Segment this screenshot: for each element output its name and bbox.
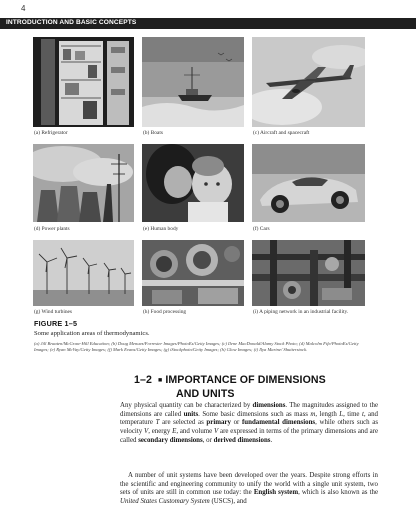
caption-refrigerator: (a) Refrigerator [34,130,68,136]
caption-wind-turbines: (g) Wind turbines [34,309,73,315]
section-title-line2: AND UNITS [176,387,235,400]
figure-description: Some application areas of thermodynamics. [34,330,150,337]
caption-piping-network: (i) A piping network in an industrial facility. [253,309,349,315]
page-header [0,0,416,30]
section-heading [134,374,404,400]
figure-label: FIGURE 1–5 [34,319,78,328]
page-number: 4 [21,4,26,13]
section-bullet-icon: ■ [157,377,163,384]
section-title-line1: IMPORTANCE OF DIMENSIONS [165,374,326,386]
photo-credits: (a) Jill Braaten/McGraw-Hill Education; (b) Doug Menuez/Forrester Images/PhotoEs/Getty Images; (c) Ilene MacDonald/Alamy Stock Photo; (d) Malcolm Fife/PhotoEs/Getty Images; (e) Ryan McVay/Getty Images; (f) Mark Evans/Getty Images; (g) iStockphoto/Getty Images; (h) Glow Images; (i) Ilya Marine/ Shutterstock. [34,341,359,353]
caption-food-processing: (h) Food processing [143,309,187,315]
photo-refrigerator [33,37,134,127]
caption-cars: (f) Cars [253,226,270,232]
photo-piping-network [252,240,365,306]
paragraph-dimensions: Any physical quantity can be characterized by dimensions. The magnitudes assigned to the dimensions are called units. Some basic dimensions such as mass m, length L, time t, and temperature T are selected as primary or fundamental dimensions, while others such as velocity V, energy E, and volume V are expressed in terms of the primary dimensions and are called secondary dimensions, or derived dimensions. [120,402,379,444]
caption-aircraft: (c) Aircraft and spacecraft [253,130,310,136]
photo-food-processing [142,240,244,306]
photo-human-body [142,144,244,222]
photo-cars [252,144,365,222]
paragraph-unit-systems: A number of unit systems have been developed over the years. Despite strong efforts in the scientific and engineering community to unify the world with a single unit system, two sets of units are still in common use today: the English system, which is also known as the United States Customary System (USCS), and [120,472,378,506]
chapter-title-bar [0,18,416,29]
caption-power-plants: (d) Power plants [34,226,70,232]
chapter-title: INTRODUCTION AND BASIC CONCEPTS [6,19,137,26]
section-number: 1–2 [134,374,152,386]
photo-power-plants [33,144,134,222]
photo-aircraft [252,37,365,127]
photo-boats [142,37,244,127]
caption-human-body: (e) Human body [143,226,179,232]
caption-boats: (b) Boats [143,130,163,136]
photo-wind-turbines [33,240,134,306]
